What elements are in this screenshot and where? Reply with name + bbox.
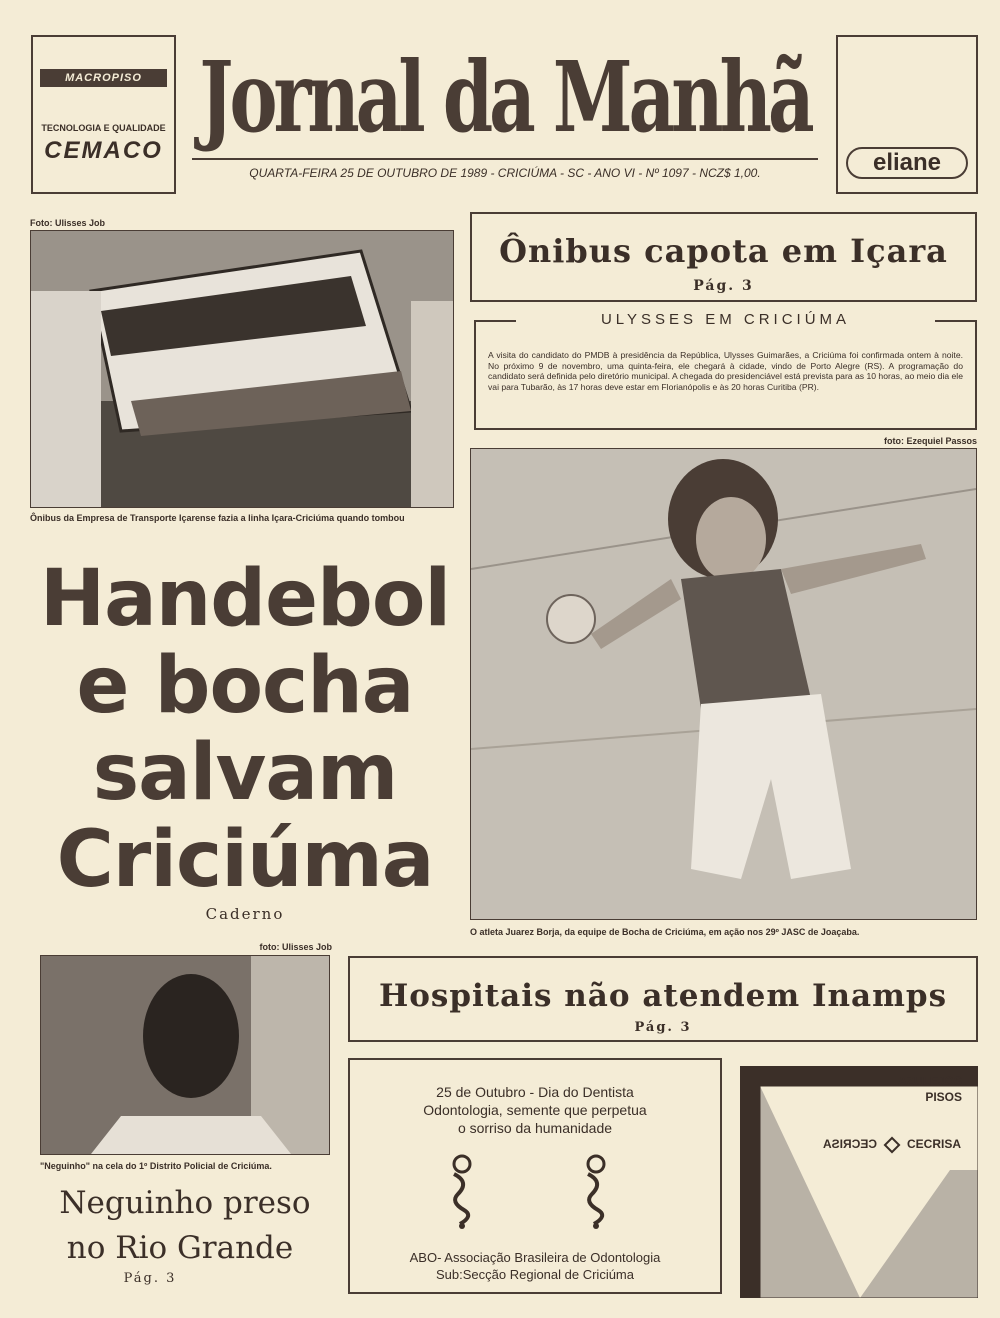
neguinho-headline-line-2[interactable]: no Rio Grande xyxy=(66,1230,294,1266)
ad-cemaco-brand: CEMACO xyxy=(44,137,163,164)
neguinho-photo-credit: foto: Ulisses Job xyxy=(259,942,332,952)
hospitals-headline-box[interactable] xyxy=(348,956,978,1042)
hospitals-page-ref: Pág. 3 xyxy=(634,1020,692,1035)
ad-eliane[interactable] xyxy=(836,35,978,194)
dentist-emblem-icon xyxy=(442,1152,482,1230)
ad-macropiso-tagline: TECNOLOGIA E QUALIDADE xyxy=(41,123,166,133)
cecrisa-ad[interactable] xyxy=(740,1060,978,1298)
neguinho-photo xyxy=(40,955,330,1155)
neguinho-photo-illustration xyxy=(41,956,329,1154)
dentist-ad-line-3: o sorriso da humanidade xyxy=(457,1120,613,1136)
dentist-ad-line-1: 25 de Outubro - Dia do Dentista xyxy=(436,1084,634,1100)
sports-headline-line-3: salvam xyxy=(92,728,398,818)
ad-macropiso-brand: MACROPISO xyxy=(40,69,167,87)
cecrisa-brand: CECRISA xyxy=(906,1137,961,1151)
dentist-ad-org-2: Sub:Secção Regional de Criciúma xyxy=(436,1267,634,1282)
hospitals-headline: Hospitais não atendem Inamps xyxy=(378,978,948,1014)
sports-photo-illustration xyxy=(471,449,976,919)
sports-headline[interactable] xyxy=(30,554,460,905)
cecrisa-line-1: AZULEJOS xyxy=(897,1074,962,1088)
cecrisa-brand-mirror: CECRISA xyxy=(823,1137,878,1151)
sports-headline-line-1: Handebol xyxy=(39,554,451,644)
neguinho-caption: "Neguinho" na cela do 1º Distrito Policial de Criciúma. xyxy=(40,1161,272,1171)
bus-page-ref: Pág. 3 xyxy=(693,278,754,294)
bus-headline-box[interactable] xyxy=(470,212,977,302)
sports-photo-credit: foto: Ezequiel Passos xyxy=(883,436,977,446)
bus-photo xyxy=(30,230,454,508)
masthead-rule xyxy=(192,158,818,160)
ulysses-title: ULYSSES EM CRICIÚMA xyxy=(516,311,935,328)
neguinho-headline-line-1[interactable]: Neguinho preso xyxy=(59,1185,311,1221)
bus-photo-illustration xyxy=(31,231,453,507)
bus-headline: Ônibus capota em Içara xyxy=(499,232,948,270)
dentist-ad-org-1: ABO- Associação Brasileira de Odontologia xyxy=(409,1250,661,1265)
ulysses-box[interactable] xyxy=(474,311,977,430)
ad-eliane-brand: eliane xyxy=(846,147,968,179)
sports-section-ref[interactable]: Caderno xyxy=(205,905,285,923)
dentist-ad-line-2: Odontologia, semente que perpetua xyxy=(423,1102,647,1118)
masthead-title: Jornal da Manhã xyxy=(199,38,811,154)
ulysses-body: A visita do candidato do PMDB à presidência da República, Ulysses Guimarães, a Criciúma foi confirmada ontem à noite. No próximo 9 de novembro, uma quinta-feira, ele chegará à cidade, vindo de Porto Alegre (RS). A programação do candidato será definida pelo diretório municipal. A chegada do presidenciável está prevista para as 10 horas, ao meio dia ele vai para Tubarão, às 17 horas deve estar em Florianópolis e às 20 horas Curitiba (PR). xyxy=(488,350,963,392)
sports-headline-line-4: Criciúma xyxy=(56,815,434,905)
dentist-emblem-icon-2 xyxy=(576,1152,616,1230)
neguinho-page-ref: Pág. 3 xyxy=(123,1271,177,1286)
sports-caption: O atleta Juarez Borja, da equipe de Bocha de Criciúma, em ação nos 29º JASC de Joaçaba. xyxy=(470,927,860,937)
bus-caption: Ônibus da Empresa de Transporte Içarense fazia a linha Içara-Criciúma quando tombou xyxy=(30,513,405,523)
bus-photo-credit: Foto: Ulisses Job xyxy=(30,218,106,228)
ad-macropiso[interactable] xyxy=(31,35,176,194)
cecrisa-line-2: PISOS xyxy=(925,1090,962,1104)
sports-photo xyxy=(470,448,977,920)
masthead-dateline: QUARTA-FEIRA 25 DE OUTUBRO DE 1989 - CRICIÚMA - SC - ANO VI - Nº 1097 - NCZ$ 1,00. xyxy=(249,166,761,180)
sports-headline-line-2: e bocha xyxy=(76,641,414,731)
dentist-ad[interactable] xyxy=(348,1058,722,1294)
